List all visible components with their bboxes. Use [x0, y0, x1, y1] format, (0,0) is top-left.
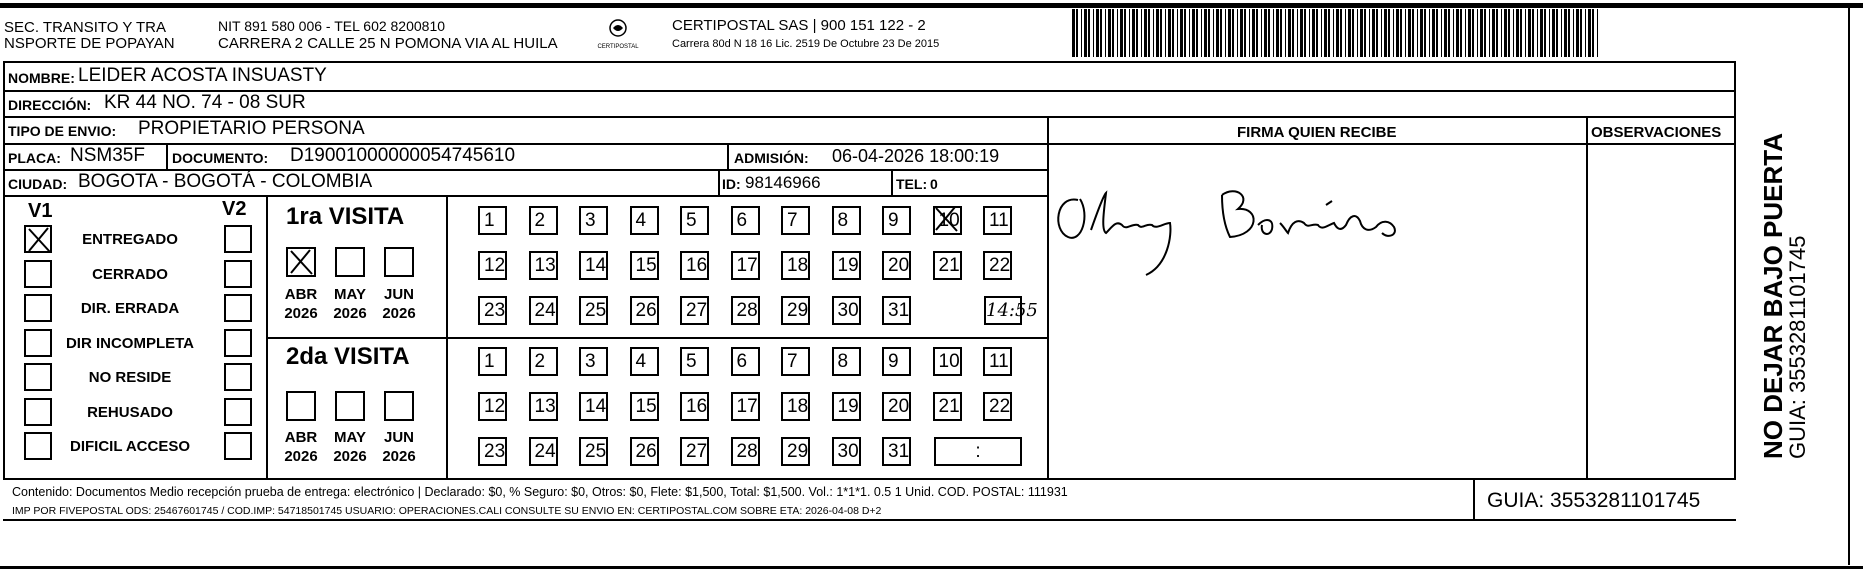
day-box[interactable]: 4: [630, 206, 659, 235]
day-box[interactable]: 28: [731, 296, 760, 325]
day-box[interactable]: 7: [781, 347, 810, 376]
day-box[interactable]: 11: [983, 347, 1012, 376]
barcode-bar: [1180, 9, 1183, 57]
guia-box-left: [1473, 478, 1475, 520]
barcode-bar: [1256, 9, 1258, 57]
day-box[interactable]: 22: [983, 251, 1012, 280]
day-box[interactable]: 1: [478, 347, 507, 376]
barcode-bar: [1129, 9, 1130, 57]
day-box[interactable]: 21: [933, 392, 962, 421]
barcode-bar: [1321, 9, 1322, 57]
barcode-bar: [1381, 9, 1382, 57]
barcode-bar: [1172, 9, 1174, 57]
barcode-bar: [1400, 9, 1402, 57]
barcode-bar: [1360, 9, 1363, 57]
barcode-bar: [1460, 9, 1462, 57]
barcode-bar: [1405, 9, 1406, 57]
barcode-bar: [1573, 9, 1574, 57]
month-label: ABR 2026: [284, 429, 318, 465]
barcode-bar: [1340, 9, 1342, 57]
day-box[interactable]: 6: [731, 347, 760, 376]
barcode-bar: [1249, 9, 1250, 57]
barcode-bar: [1076, 9, 1078, 57]
barcode-bar: [1549, 9, 1550, 57]
barcode-bar: [1376, 9, 1378, 57]
barcode-bar: [1456, 9, 1459, 57]
barcode-bar: [1144, 9, 1147, 57]
barcode-bar: [1432, 9, 1435, 57]
tipo-envio-label: TIPO DE ENVIO:: [8, 123, 117, 139]
month-checkbox[interactable]: [384, 391, 414, 421]
certipostal-logo: [592, 17, 644, 51]
no-dejar-bajo-puerta: NO DEJAR BAJO PUERTA: [1758, 132, 1788, 459]
day-box[interactable]: 20: [882, 251, 911, 280]
admision-value: 06-04-2026 18:00:19: [832, 146, 1000, 166]
day-box[interactable]: 28: [731, 437, 760, 466]
barcode-bar: [1153, 9, 1154, 57]
barcode-bar: [1141, 9, 1142, 57]
barcode-bar: [1516, 9, 1519, 57]
barcode-bar: [1244, 9, 1246, 57]
barcode-bar: [1528, 9, 1531, 57]
id-value: 98146966: [745, 173, 821, 192]
barcode-bar: [1156, 9, 1159, 57]
day-box[interactable]: 2: [529, 206, 558, 235]
barcode-bar: [1544, 9, 1546, 57]
barcode-bar: [1096, 9, 1099, 57]
barcode-bar: [1204, 9, 1207, 57]
barcode-bar: [1564, 9, 1567, 57]
day-box[interactable]: 30: [832, 437, 861, 466]
barcode-bar: [1225, 9, 1226, 57]
barcode-bar: [1136, 9, 1138, 57]
barcode-bar: [1561, 9, 1562, 57]
barcode-bar: [1288, 9, 1291, 57]
day-box[interactable]: 13: [529, 251, 558, 280]
barcode-bar: [1328, 9, 1330, 57]
day-box[interactable]: 5: [680, 347, 709, 376]
barcode-bar: [1292, 9, 1294, 57]
barcode-bar: [1184, 9, 1186, 57]
barcode-bar: [1588, 9, 1591, 57]
barcode-bar: [1520, 9, 1522, 57]
barcode: [1070, 9, 1602, 59]
status-label: CERRADO: [92, 265, 168, 283]
barcode-bar: [1508, 9, 1510, 57]
side-guia: GUIA: 3553281101745: [1785, 235, 1810, 459]
observaciones-header: OBSERVACIONES: [1591, 124, 1722, 141]
barcode-bar: [1396, 9, 1399, 57]
v2-checkbox[interactable]: [224, 363, 252, 391]
month-checkbox[interactable]: [286, 391, 316, 421]
day-box[interactable]: 15: [630, 392, 659, 421]
barcode-bar: [1480, 9, 1483, 57]
sender-nit: NIT 891 580 006 - TEL 602 8200810: [218, 18, 446, 34]
barcode-bar: [1300, 9, 1303, 57]
barcode-bar: [1124, 9, 1126, 57]
barcode-bar: [1273, 9, 1274, 57]
day-box[interactable]: 18: [781, 251, 810, 280]
barcode-bar: [1468, 9, 1471, 57]
status-label: DIR. ERRADA: [80, 300, 180, 317]
barcode-bar: [1216, 9, 1219, 57]
day-box[interactable]: 27: [680, 437, 709, 466]
barcode-bar: [1088, 9, 1090, 57]
month-label: JUN 2026: [382, 429, 416, 465]
barcode-bar: [1285, 9, 1286, 57]
status-label: ENTREGADO: [82, 231, 178, 248]
barcode-bar: [1580, 9, 1582, 57]
top-border: [0, 3, 1863, 8]
ciudad-value: BOGOTA - BOGOTÁ - COLOMBIA: [78, 171, 373, 192]
month-label: MAY 2026: [333, 286, 367, 322]
barcode-bar: [1309, 9, 1310, 57]
svg-text:CERTIPOSTAL: CERTIPOSTAL: [597, 44, 639, 50]
tel-label: TEL:: [896, 176, 928, 192]
barcode-bar: [1513, 9, 1514, 57]
v2-label: V2: [222, 198, 247, 220]
day-box[interactable]: 12: [478, 251, 507, 280]
form-right-line: [1734, 61, 1736, 480]
v2-checkbox[interactable]: [224, 398, 252, 426]
license-line: Carrera 80d N 18 16 Lic. 2519 De Octubre 23 De 2015: [672, 38, 940, 50]
barcode-bar: [1388, 9, 1390, 57]
barcode-bar: [1084, 9, 1087, 57]
time-box[interactable]: :: [934, 437, 1022, 466]
barcode-bar: [1492, 9, 1495, 57]
barcode-bar: [1592, 9, 1594, 57]
v2-checkbox[interactable]: [224, 225, 252, 253]
barcode-bar: [1276, 9, 1279, 57]
day-box[interactable]: 1: [478, 206, 507, 235]
guia-box: GUIA: 3553281101745: [1487, 489, 1701, 512]
day-box[interactable]: 19: [832, 251, 861, 280]
barcode-bar: [1504, 9, 1507, 57]
row-line-3: [3, 143, 1048, 145]
barcode-bar: [1556, 9, 1558, 57]
barcode-bar: [1132, 9, 1135, 57]
day-box[interactable]: 26: [630, 296, 659, 325]
barcode-bar: [1501, 9, 1502, 57]
barcode-bar: [1417, 9, 1418, 57]
day-box[interactable]: 6: [731, 206, 760, 235]
documento-label: DOCUMENTO:: [172, 150, 269, 166]
day-box[interactable]: 31: [882, 437, 911, 466]
month-checkbox[interactable]: [286, 247, 316, 277]
barcode-bar: [1168, 9, 1171, 57]
barcode-bar: [1268, 9, 1270, 57]
day-box[interactable]: 14: [579, 392, 608, 421]
status-label: DIR INCOMPLETA: [65, 334, 195, 352]
documento-value: D19001000000054745610: [290, 145, 516, 166]
day-box[interactable]: 23: [478, 296, 507, 325]
day-box[interactable]: 29: [781, 296, 810, 325]
barcode-bar: [1165, 9, 1166, 57]
day-box[interactable]: 14: [579, 251, 608, 280]
barcode-bar: [1352, 9, 1354, 57]
visits-mid-line: [266, 337, 1047, 339]
status-label: NO RESIDE: [88, 369, 172, 386]
barcode-bar: [1196, 9, 1198, 57]
day-box[interactable]: 27: [680, 296, 709, 325]
footer-bottom-line: [3, 519, 1736, 521]
barcode-bar: [1264, 9, 1267, 57]
barcode-bar: [1280, 9, 1282, 57]
day-box[interactable]: 25: [579, 296, 608, 325]
row-line-6: [1048, 143, 1734, 145]
day-box[interactable]: 16: [680, 251, 709, 280]
id-divider: [718, 169, 720, 195]
placa-label: PLACA:: [8, 150, 61, 166]
status-label: DIFICIL ACCESO: [69, 438, 190, 455]
barcode-bar: [1552, 9, 1555, 57]
barcode-bar: [1177, 9, 1178, 57]
barcode-bar: [1120, 9, 1123, 57]
admision-label: ADMISIÓN:: [734, 150, 809, 166]
footer-printer-info: IMP POR FIVEPOSTAL ODS: 25467601745 / COD.IMP: 54718501745 USUARIO: OPERACIONES.CALI CONSULTE SU ENVIO EN: CERTIPOSTAL.COM SOBRE ETA: 2026-04-08 D+2: [12, 505, 882, 517]
barcode-bar: [1597, 9, 1598, 57]
sender-address: CARRERA 2 CALLE 25 N POMONA VIA AL HUILA: [218, 35, 558, 52]
barcode-bar: [1232, 9, 1234, 57]
day-box[interactable]: 30: [832, 296, 861, 325]
day-box[interactable]: 20: [882, 392, 911, 421]
direccion-value: KR 44 NO. 74 - 08 SUR: [104, 92, 306, 113]
row-line-5: [3, 195, 1048, 197]
day-box[interactable]: 10: [933, 347, 962, 376]
visits-days-divider: [446, 195, 448, 478]
day-box[interactable]: 7: [781, 206, 810, 235]
barcode-bar: [1324, 9, 1327, 57]
barcode-bar: [1537, 9, 1538, 57]
barcode-bar: [1189, 9, 1190, 57]
barcode-bar: [1345, 9, 1346, 57]
barcode-bar: [1444, 9, 1447, 57]
time-box[interactable]: 14:55: [984, 296, 1022, 325]
barcode-bar: [1213, 9, 1214, 57]
barcode-bar: [1348, 9, 1351, 57]
day-box[interactable]: 13: [529, 392, 558, 421]
barcode-bar: [1208, 9, 1210, 57]
form-top-line: [3, 61, 1736, 63]
barcode-bar: [1148, 9, 1150, 57]
barcode-bar: [1420, 9, 1423, 57]
v2-checkbox[interactable]: [224, 294, 252, 322]
day-box[interactable]: 9: [882, 206, 911, 235]
first-visit-title: 1ra VISITA: [286, 203, 405, 230]
tipo-envio-value: PROPIETARIO PERSONA: [138, 118, 365, 139]
barcode-bar: [1072, 9, 1075, 57]
day-box[interactable]: 4: [630, 347, 659, 376]
month-label: JUN 2026: [382, 286, 416, 322]
barcode-bar: [1412, 9, 1414, 57]
month-checkbox[interactable]: [384, 247, 414, 277]
day-box[interactable]: 10: [933, 206, 962, 235]
barcode-bar: [1408, 9, 1411, 57]
v2-checkbox[interactable]: [224, 432, 252, 460]
barcode-bar: [1237, 9, 1238, 57]
barcode-bar: [1261, 9, 1262, 57]
barcode-bar: [1532, 9, 1534, 57]
barcode-bar: [1357, 9, 1358, 57]
day-box[interactable]: 31: [882, 296, 911, 325]
day-box[interactable]: 24: [529, 437, 558, 466]
barcode-bar: [1540, 9, 1543, 57]
barcode-bar: [1160, 9, 1162, 57]
barcode-bar: [1112, 9, 1114, 57]
day-box[interactable]: 17: [731, 251, 760, 280]
day-box[interactable]: 17: [731, 392, 760, 421]
barcode-bar: [1477, 9, 1478, 57]
day-box[interactable]: 8: [832, 206, 861, 235]
day-box[interactable]: 26: [630, 437, 659, 466]
nombre-label: NOMBRE:: [8, 70, 75, 86]
sender-name-line2: NSPORTE DE POPAYAN: [4, 35, 175, 52]
day-box[interactable]: 25: [579, 437, 608, 466]
day-box[interactable]: 16: [680, 392, 709, 421]
right-page-line: [1848, 3, 1850, 565]
barcode-bar: [1297, 9, 1298, 57]
status-label: REHUSADO: [87, 403, 173, 421]
barcode-bar: [1220, 9, 1222, 57]
barcode-bar: [1364, 9, 1366, 57]
placa-divider: [166, 143, 168, 169]
month-checkbox[interactable]: [335, 247, 365, 277]
admision-divider: [727, 143, 729, 169]
barcode-bar: [1429, 9, 1430, 57]
handwritten-signature: [1046, 175, 1436, 305]
barcode-bar: [1496, 9, 1498, 57]
ciudad-label: CIUDAD:: [8, 176, 68, 192]
v2-checkbox[interactable]: [224, 329, 252, 357]
barcode-bar: [1252, 9, 1255, 57]
bottom-border: [0, 566, 1863, 569]
barcode-bar: [1228, 9, 1231, 57]
barcode-bar: [1093, 9, 1094, 57]
form-left-line: [3, 61, 5, 480]
nombre-value: LEIDER ACOSTA INSUASTY: [78, 65, 327, 86]
day-box[interactable]: 11: [983, 206, 1012, 235]
barcode-bar: [1372, 9, 1375, 57]
second-visit-title: 2da VISITA: [286, 343, 410, 370]
barcode-bar: [1441, 9, 1442, 57]
day-box[interactable]: 18: [781, 392, 810, 421]
barcode-bar: [1117, 9, 1118, 57]
barcode-bar: [1100, 9, 1102, 57]
v1-label: V1: [28, 200, 53, 222]
day-box[interactable]: 5: [680, 206, 709, 235]
barcode-bar: [1576, 9, 1579, 57]
barcode-bar: [1108, 9, 1111, 57]
footer-top-line: [3, 478, 1736, 480]
side-text: [1760, 133, 1810, 459]
month-checkbox[interactable]: [335, 391, 365, 421]
day-box[interactable]: 2: [529, 347, 558, 376]
barcode-bar: [1472, 9, 1474, 57]
barcode-bar: [1489, 9, 1490, 57]
barcode-bar: [1525, 9, 1526, 57]
barcode-bar: [1192, 9, 1195, 57]
firma-header: FIRMA QUIEN RECIBE: [1237, 124, 1397, 141]
barcode-bar: [1336, 9, 1339, 57]
day-box[interactable]: 29: [781, 437, 810, 466]
barcode-bar: [1312, 9, 1315, 57]
barcode-bar: [1448, 9, 1450, 57]
barcode-bar: [1105, 9, 1106, 57]
barcode-bar: [1436, 9, 1438, 57]
barcode-bar: [1384, 9, 1387, 57]
month-label: MAY 2026: [333, 429, 367, 465]
day-box[interactable]: 22: [983, 392, 1012, 421]
barcode-bar: [1240, 9, 1243, 57]
day-box[interactable]: 15: [630, 251, 659, 280]
placa-value: NSM35F: [70, 145, 145, 166]
barcode-bar: [1304, 9, 1306, 57]
barcode-bar: [1484, 9, 1486, 57]
barcode-bar: [1333, 9, 1334, 57]
barcode-bar: [1369, 9, 1370, 57]
id-label: ID:: [722, 176, 741, 192]
barcode-bar: [1465, 9, 1466, 57]
day-box[interactable]: 21: [933, 251, 962, 280]
day-box[interactable]: 3: [579, 347, 608, 376]
tel-divider: [891, 169, 893, 195]
barcode-bar: [1585, 9, 1586, 57]
footer-content: Contenido: Documentos Medio recepción prueba de entrega: electrónico | Declarado: $0, % Seguro: $0, Otros: $0, Flete: $1,500, Total: $1,500. Vol.: 1*1*1. 0.5 1 Unid. COD. POSTAL: 111931: [12, 485, 1068, 499]
sender-name-line1: SEC. TRANSITO Y TRA: [4, 19, 166, 36]
day-box[interactable]: 24: [529, 296, 558, 325]
barcode-bar: [1316, 9, 1318, 57]
barcode-bar: [1393, 9, 1394, 57]
barcode-bar: [1453, 9, 1454, 57]
barcode-bar: [1424, 9, 1426, 57]
day-box[interactable]: 12: [478, 392, 507, 421]
day-box[interactable]: 19: [832, 392, 861, 421]
barcode-bar: [1081, 9, 1082, 57]
day-box[interactable]: 23: [478, 437, 507, 466]
barcode-bar: [1201, 9, 1202, 57]
direccion-label: DIRECCIÓN:: [8, 97, 92, 113]
day-box[interactable]: 8: [832, 347, 861, 376]
day-box[interactable]: 3: [579, 206, 608, 235]
day-box[interactable]: 9: [882, 347, 911, 376]
observaciones-left-line: [1586, 116, 1588, 478]
barcode-bar: [1568, 9, 1570, 57]
month-label: ABR 2026: [284, 286, 318, 322]
company-line: CERTIPOSTAL SAS | 900 151 122 - 2: [672, 17, 926, 34]
v2-checkbox[interactable]: [224, 260, 252, 288]
tel-value: 0: [930, 176, 938, 192]
